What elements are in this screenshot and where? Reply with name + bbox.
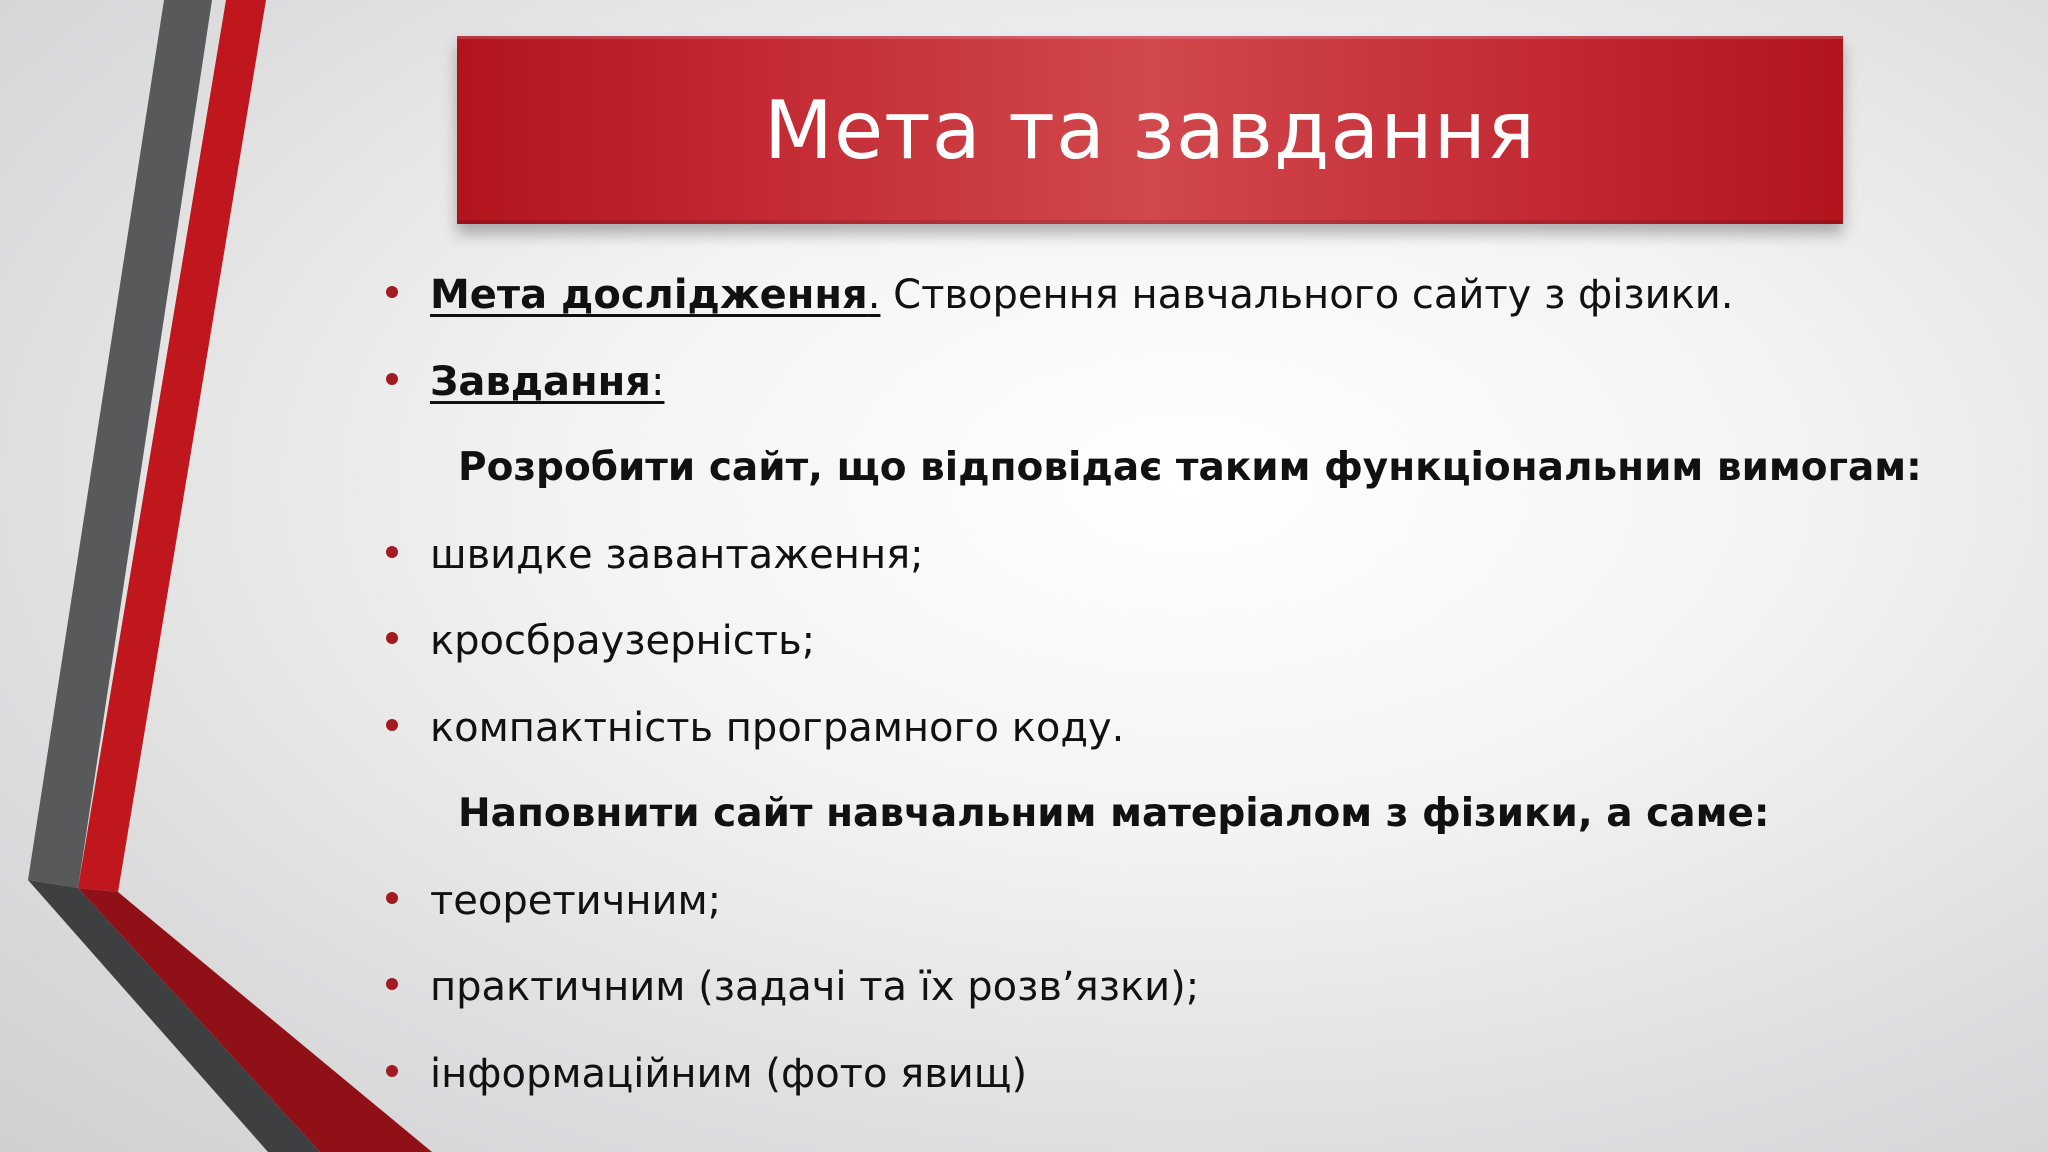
bullet-icon [386,1065,398,1077]
research-goal-text: Створення навчального сайту з фізики. [880,272,1734,318]
list-item [380,944,2020,1031]
bullet-icon [386,632,398,644]
slide-title: Мета та завдання [763,83,1537,177]
bullet-icon [386,719,398,731]
bullet-icon [386,978,398,990]
list-item [380,598,2020,685]
gray-stripe-diagonal [28,880,320,1152]
research-goal-heading [430,272,880,318]
title-banner [457,36,1843,224]
list-item-text: компактність програмного коду. [430,704,1125,751]
bullet-list [380,252,2020,1117]
tasks-label: Завдання [430,358,651,405]
list-item [380,858,2020,945]
list-item-text: практичним (задачі та їх розв’язки); [430,964,1200,1010]
list-item [380,685,2020,772]
list-item-text: інформаційним (фото явищ) [430,1050,1028,1097]
list-item [380,1031,2020,1118]
subheading-requirements: Розробити сайт, що відповідає таким функціональним вимогам: [458,445,1922,490]
list-item [380,512,2020,599]
bullet-icon [386,546,398,558]
list-item-text: теоретичним; [430,877,722,924]
list-item-research-goal [380,252,2020,339]
bullet-icon [386,373,398,385]
subheading-content: Наповнити сайт навчальним матеріалом з фізики, а саме: [458,791,1770,836]
bullet-icon [386,286,398,298]
research-goal-suffix: . [867,272,881,318]
list-item-text: кросбраузерність; [430,618,816,664]
list-item-tasks [380,339,2020,426]
tasks-suffix: : [650,358,665,405]
bullet-icon [386,892,398,904]
list-item-text: швидке завантаження; [430,531,924,578]
tasks-heading [430,359,664,405]
research-goal-label: Мета дослідження [430,272,868,318]
